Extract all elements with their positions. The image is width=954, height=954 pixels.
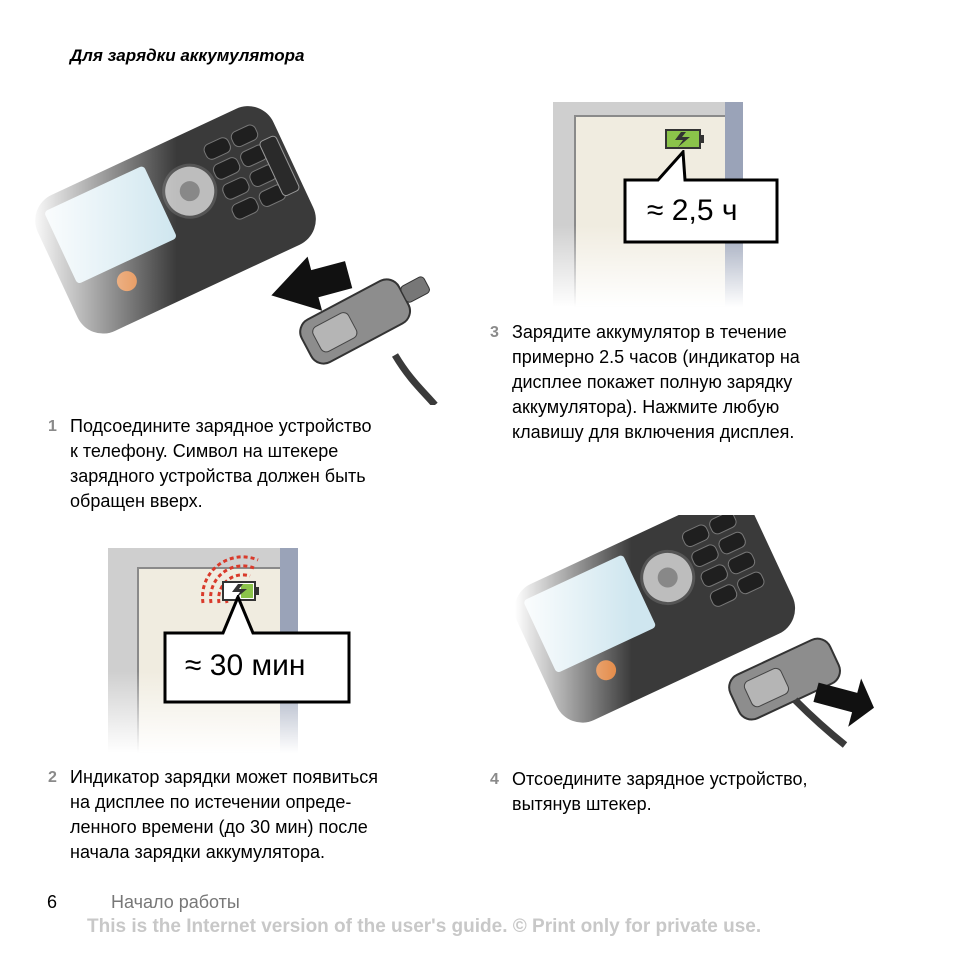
step-number: 4 <box>490 771 499 788</box>
connect-charger-illustration <box>30 95 450 405</box>
figure-disconnect-charger <box>515 515 905 750</box>
step-number: 1 <box>48 418 57 435</box>
step-number: 3 <box>490 324 499 341</box>
internet-version-notice: This is the Internet version of the user's guide. © Print only for private use. <box>87 916 762 937</box>
step-text: Зарядите аккумулятор в течение примерно 2.5 часов (индикатор на дисплее покажет полную зарядку аккумулятора). Нажмите любую клавишу для включения дисплея. <box>512 322 800 442</box>
section-name: Начало работы <box>111 892 240 912</box>
step-3 <box>490 320 890 445</box>
step-4 <box>490 767 900 817</box>
step-text: Отсоедините зарядное устройство, вытянув штекер. <box>512 769 808 814</box>
step-number: 2 <box>48 769 57 786</box>
step-2 <box>48 765 458 865</box>
callout-full-charge <box>623 150 783 245</box>
figure-connect-charger <box>30 95 450 405</box>
step-text: Подсоедините зарядное устройство к телефону. Символ на штекере зарядного устройства должен быть обращен вверх. <box>70 416 372 511</box>
callout-indicator-text: ≈ 30 мин <box>185 649 306 682</box>
step-text: Индикатор зарядки может появиться на дисплее по истечении опреде- ленного времени (до 30 мин) после начала зарядки аккумулятора. <box>70 767 379 862</box>
page-number: 6 <box>47 892 58 912</box>
callout-indicator <box>163 595 353 705</box>
callout-full-charge-text: ≈ 2,5 ч <box>647 194 738 227</box>
section-heading: Для зарядки аккумулятора <box>70 46 305 65</box>
disconnect-charger-illustration <box>515 515 905 750</box>
step-1 <box>48 414 458 514</box>
